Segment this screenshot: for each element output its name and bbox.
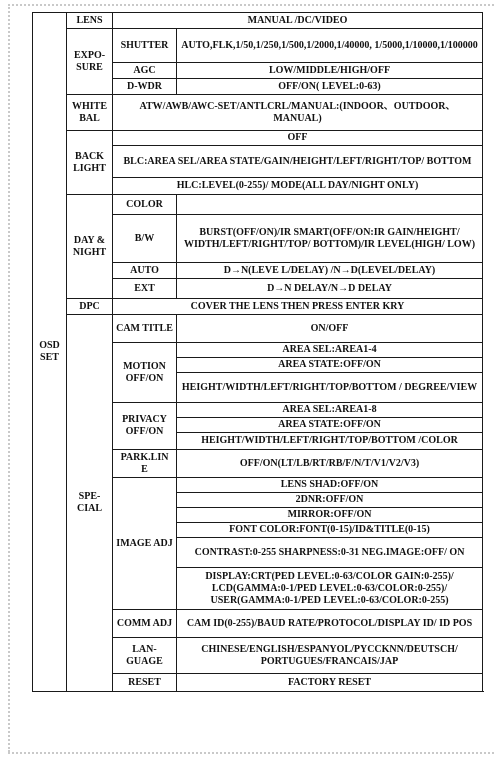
language-label: LAN-GUAGE [113, 638, 177, 674]
day-night-label: DAY & NIGHT [67, 195, 113, 299]
privacy-area-sel: AREA SEL:AREA1-8 [177, 403, 483, 418]
language-value: CHINESE/ENGLISH/ESPANYOL/PYCCKNN/DEUTSCH/ PORTUGUES/FRANCAIS/JAP [177, 638, 483, 674]
bw-label: B/W [113, 215, 177, 263]
special-label: SPE-CIAL [67, 315, 113, 692]
mirror-value: MIRROR:OFF/ON [177, 508, 483, 523]
image-adj-label: IMAGE ADJ [113, 478, 177, 610]
color-value [177, 195, 483, 215]
reset-value: FACTORY RESET [177, 674, 483, 692]
auto-value: D→N(LEVE L/DELAY) /N→D(LEVEL/DELAY) [177, 263, 483, 279]
row-white-bal [33, 95, 483, 131]
privacy-dimensions: HEIGHT/WIDTH/LEFT/RIGHT/TOP/BOTTOM /COLOR [177, 433, 483, 450]
lens-shad-value: LENS SHAD:OFF/ON [177, 478, 483, 493]
dwdr-label: D-WDR [113, 79, 177, 95]
privacy-label: PRIVACY OFF/ON [113, 403, 177, 450]
motion-label: MOTION OFF/ON [113, 343, 177, 403]
shutter-label: SHUTTER [113, 29, 177, 63]
comm-adj-label: COMM ADJ [113, 610, 177, 638]
dwdr-value: OFF/ON( LEVEL:0-63) [177, 79, 483, 95]
agc-label: AGC [113, 63, 177, 79]
page-border-top [8, 4, 494, 6]
display-value: DISPLAY:CRT(PED LEVEL:0-63/COLOR GAIN:0-255)/ LCD(GAMMA:0-1/PED LEVEL:0-63/COLOR:0-255)/ USER(GAMMA:0-1/PED LEVEL:0-63/COLOR:0-255) [177, 568, 483, 610]
row-shutter [33, 29, 483, 63]
agc-value: LOW/MIDDLE/HIGH/OFF [177, 63, 483, 79]
dpc-value: COVER THE LENS THEN PRESS ENTER KRY [113, 299, 483, 315]
row-dpc [33, 299, 483, 315]
page-border-left [8, 4, 10, 752]
comm-adj-value: CAM ID(0-255)/BAUD RATE/PROTOCOL/DISPLAY ID/ ID POS [177, 610, 483, 638]
auto-label: AUTO [113, 263, 177, 279]
motion-area-sel: AREA SEL:AREA1-4 [177, 343, 483, 358]
shutter-value: AUTO,FLK,1/50,1/250,1/500,1/2000,1/40000, 1/5000,1/10000,1/100000 [177, 29, 483, 63]
row-color [33, 195, 483, 215]
osd-set-label: OSD SET [33, 13, 67, 692]
blc-value: BLC:AREA SEL/AREA STATE/GAIN/HEIGHT/LEFT/RIGHT/TOP/ BOTTOM [113, 146, 483, 178]
bw-value: BURST(OFF/ON)/IR SMART(OFF/ON:IR GAIN/HEIGHT/ WIDTH/LEFT/RIGHT/TOP/ BOTTOM)/IR LEVEL(HIGH/ LOW) [177, 215, 483, 263]
white-bal-value: ATW/AWB/AWC-SET/ANTLCRL/MANUAL:(INDOOR、OUTDOOR、MANUAL) [113, 95, 483, 131]
row-backlight-off [33, 131, 483, 146]
park-line-label: PARK.LIN E [113, 450, 177, 478]
color-label: COLOR [113, 195, 177, 215]
font-color-value: FONT COLOR:FONT(0-15)/ID&TITLE(0-15) [177, 523, 483, 538]
exposure-label: EXPO-SURE [67, 29, 113, 95]
ext-value: D→N DELAY/N→D DELAY [177, 279, 483, 299]
white-bal-label: WHITE BAL [67, 95, 113, 131]
lens-value: MANUAL /DC/VIDEO [113, 13, 483, 29]
dnr-value: 2DNR:OFF/ON [177, 493, 483, 508]
cam-title-value: ON/OFF [177, 315, 483, 343]
motion-dimensions: HEIGHT/WIDTH/LEFT/RIGHT/TOP/BOTTOM / DEGREE/VIEW [177, 373, 483, 403]
lens-label: LENS [67, 13, 113, 29]
backlight-off-value: OFF [113, 131, 483, 146]
ext-label: EXT [113, 279, 177, 299]
privacy-area-state: AREA STATE:OFF/ON [177, 418, 483, 433]
motion-area-state: AREA STATE:OFF/ON [177, 358, 483, 373]
osd-menu-table [32, 12, 483, 692]
row-cam-title [33, 315, 483, 343]
reset-label: RESET [113, 674, 177, 692]
row-lens [33, 13, 483, 29]
hlc-value: HLC:LEVEL(0-255)/ MODE(ALL DAY/NIGHT ONLY) [113, 178, 483, 195]
park-line-value: OFF/ON(LT/LB/RT/RB/F/N/T/V1/V2/V3) [177, 450, 483, 478]
cam-title-label: CAM TITLE [113, 315, 177, 343]
contrast-value: CONTRAST:0-255 SHARPNESS:0-31 NEG.IMAGE:OFF/ ON [177, 538, 483, 568]
dpc-label: DPC [67, 299, 113, 315]
back-light-label: BACK LIGHT [67, 131, 113, 195]
page-border-bottom [8, 752, 494, 754]
